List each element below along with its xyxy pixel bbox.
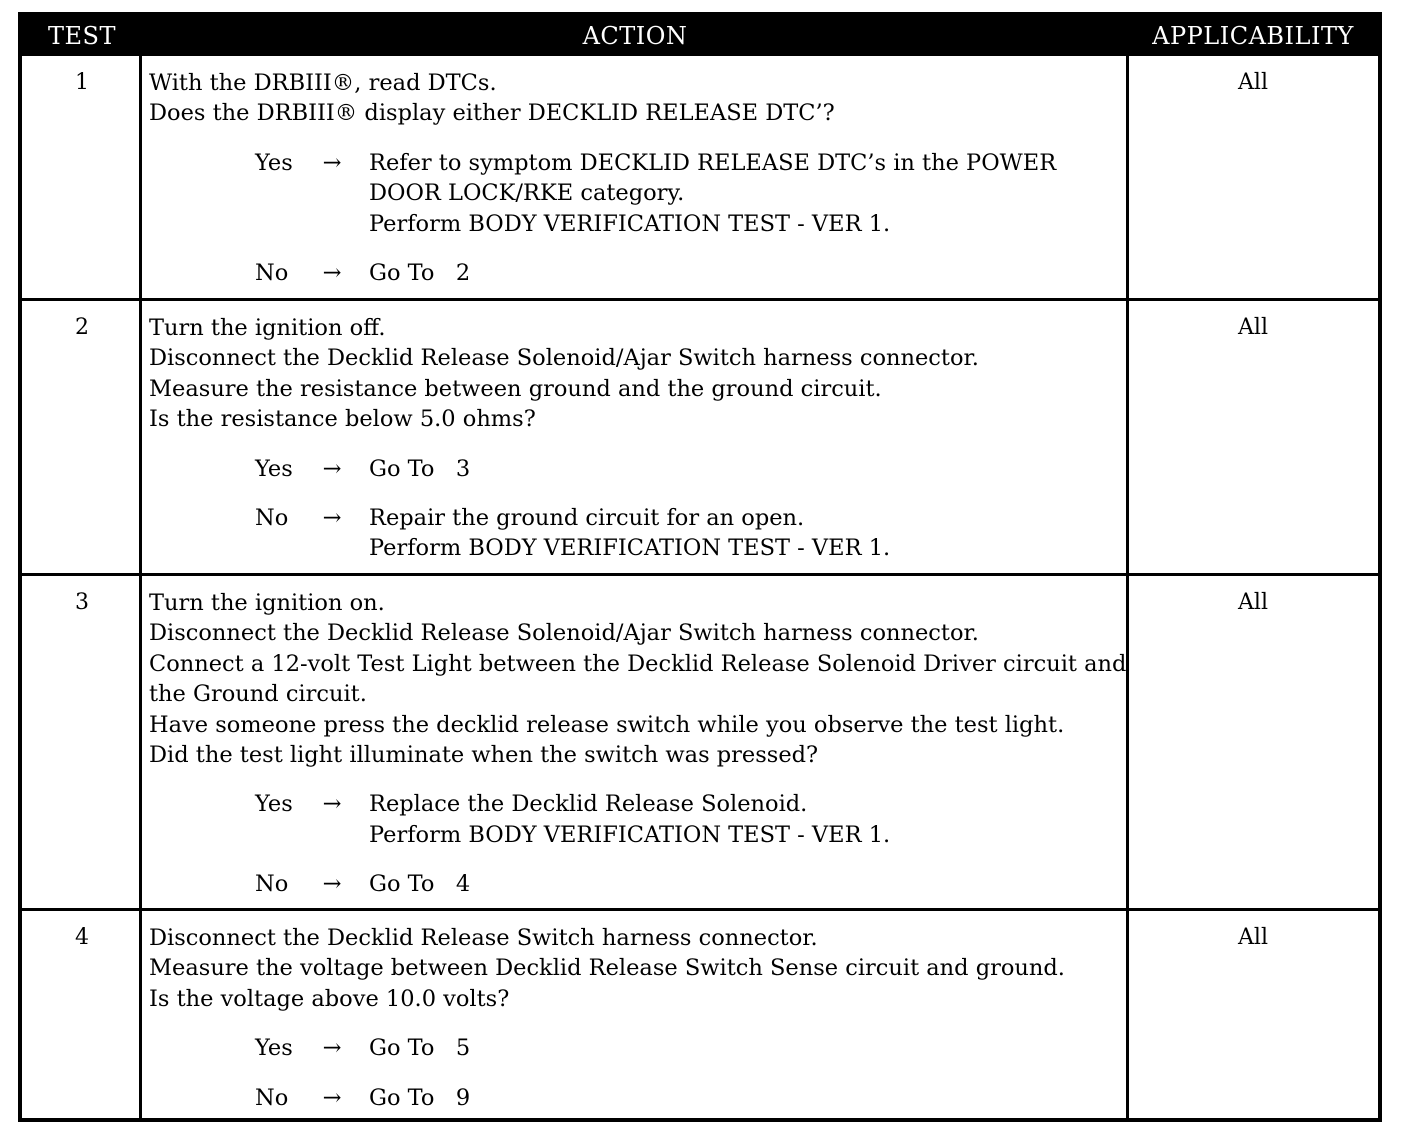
step-line: Is the voltage above 10.0 volts? — [149, 985, 510, 1012]
yes-answer — [149, 789, 1124, 850]
test-number: 1 — [75, 70, 89, 95]
yes-answer — [149, 454, 1124, 484]
applicability-cell: All — [1238, 315, 1268, 340]
result-line: Go To 4 — [369, 871, 471, 898]
no-result — [369, 258, 1124, 288]
result-line: Perform BODY VERIFICATION TEST - VER 1. — [369, 210, 891, 237]
no-answer — [149, 1083, 1124, 1113]
result-line: Replace the Decklid Release Solenoid. — [369, 791, 808, 818]
no-label: No — [255, 1084, 289, 1111]
yes-label: Yes — [255, 791, 293, 818]
no-result — [369, 869, 1124, 899]
no-answer — [149, 503, 1124, 564]
step-line: Have someone press the decklid release switch while you observe the test light. — [149, 711, 1065, 738]
step-line: Disconnect the Decklid Release Switch harness connector. — [149, 925, 818, 951]
applicability-cell: All — [1238, 590, 1268, 615]
no-result — [369, 1083, 1124, 1113]
result-line: Repair the ground circuit for an open. — [369, 505, 805, 532]
applicability-cell: All — [1238, 925, 1268, 950]
header-action: ACTION — [582, 22, 688, 50]
result-line: DOOR LOCK/RKE category. — [369, 180, 685, 207]
arrow-icon: → — [322, 505, 342, 532]
arrow-icon: → — [322, 1084, 342, 1111]
result-line: Go To 3 — [369, 455, 471, 482]
no-answer — [149, 258, 1124, 288]
action-cell — [149, 588, 1127, 900]
step-line: Measure the resistance between ground and the ground circuit. — [149, 375, 882, 402]
no-label: No — [255, 260, 289, 287]
arrow-icon: → — [322, 871, 342, 898]
yes-result — [369, 789, 1124, 850]
action-cell — [149, 313, 1124, 564]
test-number: 3 — [75, 590, 89, 615]
test-number: 4 — [75, 925, 89, 950]
test-number: 2 — [75, 315, 89, 340]
no-label: No — [255, 871, 289, 898]
arrow-icon: → — [322, 260, 342, 287]
step-line: With the DRBIII®, read DTCs. — [149, 70, 497, 96]
step-line: Does the DRBIII® display either DECKLID RELEASE DTC’? — [149, 100, 835, 127]
table-row-test-1 — [22, 56, 1378, 298]
arrow-icon: → — [322, 149, 342, 176]
table-row-test-4 — [22, 911, 1378, 1122]
step-line: Disconnect the Decklid Release Solenoid/Ajar Switch harness connector. — [149, 345, 979, 372]
no-answer — [149, 869, 1124, 899]
arrow-icon: → — [322, 791, 342, 818]
step-line: Turn the ignition off. — [149, 315, 386, 341]
result-line: Go To 5 — [369, 1035, 471, 1062]
step-line: Is the resistance below 5.0 ohms? — [149, 406, 536, 433]
yes-result — [369, 148, 1124, 239]
yes-result — [369, 1033, 1124, 1063]
header-applicability: APPLICABILITY — [1152, 22, 1354, 50]
yes-result — [369, 454, 1124, 484]
step-line: the Ground circuit. — [149, 681, 367, 708]
yes-answer — [149, 148, 1124, 239]
result-line: Go To 9 — [369, 1084, 471, 1111]
result-line: Perform BODY VERIFICATION TEST - VER 1. — [369, 821, 891, 848]
action-cell — [149, 923, 1124, 1113]
step-line: Turn the ignition on. — [149, 590, 385, 616]
table-row-test-3 — [22, 576, 1378, 908]
yes-label: Yes — [255, 1035, 293, 1062]
yes-label: Yes — [255, 455, 293, 482]
step-line: Connect a 12-volt Test Light between the Decklid Release Solenoid Driver circuit and — [149, 650, 1127, 677]
result-line: Refer to symptom DECKLID RELEASE DTC’s in the POWER — [369, 149, 1057, 176]
diagnostic-test-table — [18, 12, 1382, 1122]
no-label: No — [255, 505, 289, 532]
step-line: Did the test light illuminate when the switch was pressed? — [149, 742, 819, 769]
arrow-icon: → — [322, 1035, 342, 1062]
header-test: TEST — [48, 22, 116, 50]
applicability-cell: All — [1238, 70, 1268, 95]
step-line: Measure the voltage between Decklid Release Switch Sense circuit and ground. — [149, 955, 1065, 982]
action-cell — [149, 68, 1124, 288]
arrow-icon: → — [322, 455, 342, 482]
result-line: Perform BODY VERIFICATION TEST - VER 1. — [369, 535, 891, 562]
yes-label: Yes — [255, 149, 293, 176]
result-line: Go To 2 — [369, 260, 471, 287]
yes-answer — [149, 1033, 1124, 1063]
table-row-test-2 — [22, 301, 1378, 573]
step-line: Disconnect the Decklid Release Solenoid/Ajar Switch harness connector. — [149, 620, 979, 647]
no-result — [369, 503, 1124, 564]
table-header — [22, 16, 1378, 56]
